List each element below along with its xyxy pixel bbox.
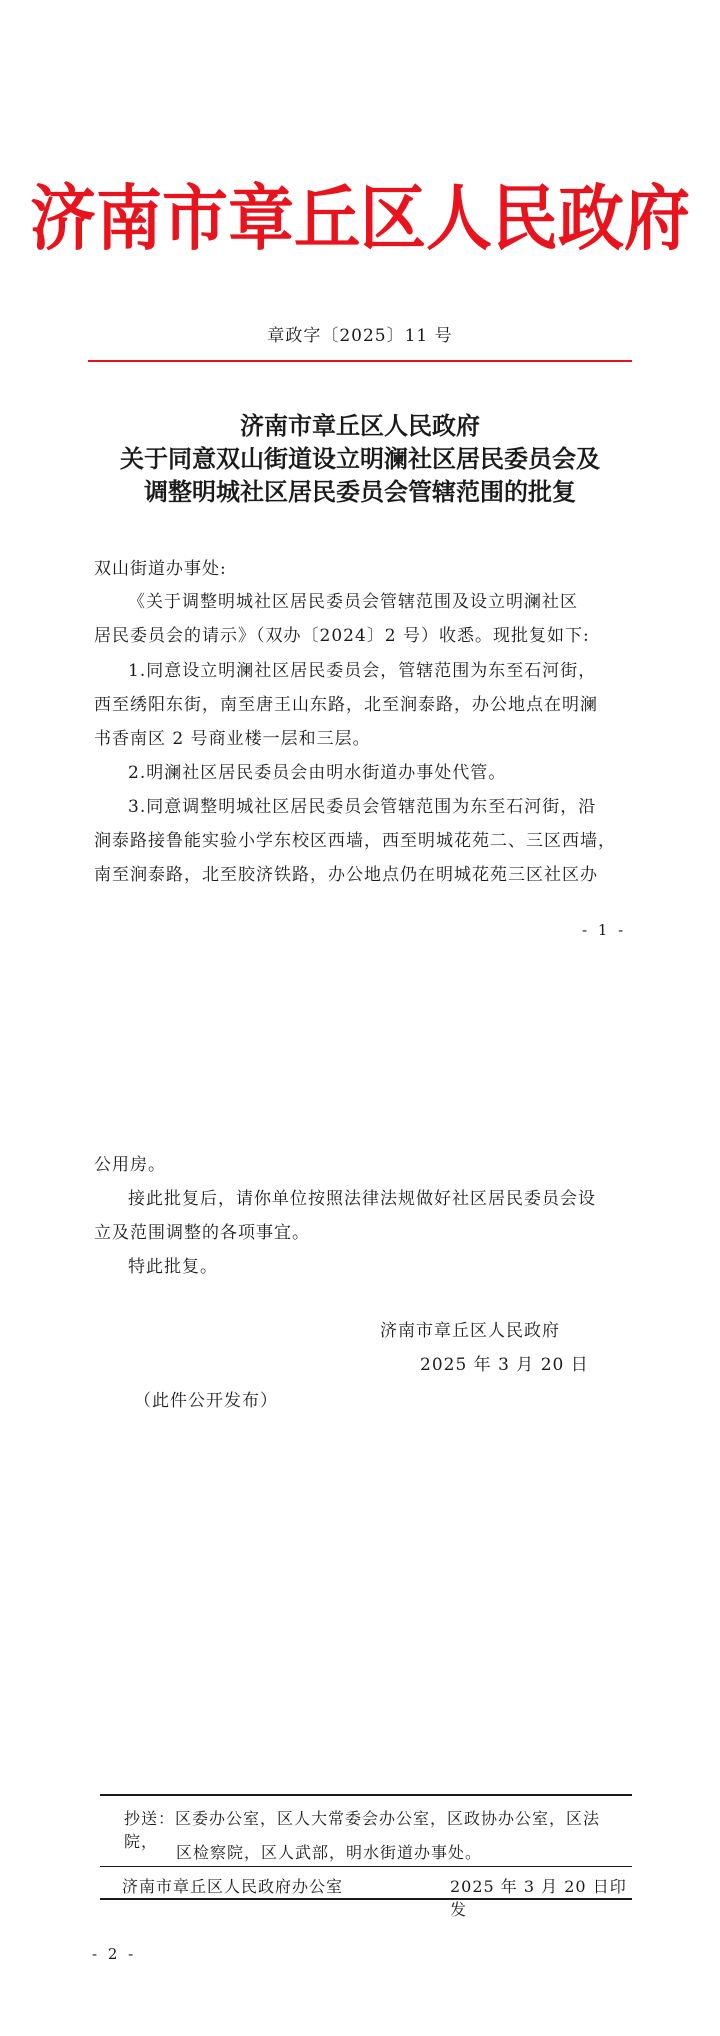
page-number-1: - 1 - [582, 921, 627, 939]
paragraph-3: 2.明澜社区居民委员会由明水街道办事处代管。 [128, 763, 507, 783]
paragraph-5-line-2: 立及范围调整的各项事宜。 [94, 1223, 310, 1243]
distribution-middle-rule [100, 1866, 632, 1867]
distribution-cc-line-1: 抄送：区委办公室，区人大常委会办公室，区政协办公室，区法院， [124, 1809, 601, 1851]
paragraph-2-line-3: 书香南区 2 号商业楼一层和三层。 [94, 729, 371, 749]
public-release-note: （此件公开发布） [134, 1391, 278, 1411]
masthead-title: 济南市章丘区人民政府 [30, 175, 690, 261]
page-number-2: - 2 - [92, 1945, 137, 1963]
title-line-1: 济南市章丘区人民政府 [240, 411, 480, 440]
paragraph-4-continued: 公用房。 [94, 1155, 166, 1175]
paragraph-6: 特此批复。 [128, 1257, 218, 1277]
paragraph-1-line-2: 居民委员会的请示》（双办〔2024〕2 号）收悉。现批复如下: [94, 626, 590, 646]
document-number: 章政字〔2025〕11 号 [267, 326, 453, 346]
distribution-cc-line-2: 区检察院，区人武部，明水街道办事处。 [176, 1843, 483, 1862]
paragraph-5-line-1: 接此批复后，请你单位按照法律法规做好社区居民委员会设 [128, 1189, 596, 1209]
print-date: 2025 年 3 月 20 日印发 [450, 1877, 627, 1919]
paragraph-4-line-1: 3.同意调整明城社区居民委员会管辖范围为东至石河街，沿 [128, 797, 597, 817]
paragraph-2-line-1: 1.同意设立明澜社区居民委员会，管辖范围为东至石河街， [128, 661, 597, 681]
signature-organization: 济南市章丘区人民政府 [380, 1321, 560, 1341]
distribution-top-rule [100, 1794, 632, 1796]
addressee: 双山街道办事处: [94, 559, 227, 579]
paragraph-2-line-2: 西至绣阳东街，南至唐王山东路，北至涧泰路，办公地点在明澜 [94, 695, 598, 715]
title-line-2: 关于同意双山街道设立明澜社区居民委员会及 [120, 444, 600, 473]
signature-date: 2025 年 3 月 20 日 [420, 1355, 589, 1375]
paragraph-1-line-1: 《关于调整明城社区居民委员会管辖范围及设立明澜社区 [128, 592, 578, 612]
paragraph-4-line-3: 南至涧泰路，北至胶济铁路，办公地点仍在明城花苑三区社区办 [94, 865, 598, 885]
red-divider [88, 360, 632, 362]
title-line-3: 调整明城社区居民委员会管辖范围的批复 [144, 477, 576, 506]
paragraph-4-line-2: 涧泰路接鲁能实验小学东校区西墙，西至明城花苑二、三区西墙， [94, 831, 616, 851]
issuing-office: 济南市章丘区人民政府办公室 [122, 1877, 344, 1896]
distribution-bottom-rule [100, 1898, 632, 1900]
